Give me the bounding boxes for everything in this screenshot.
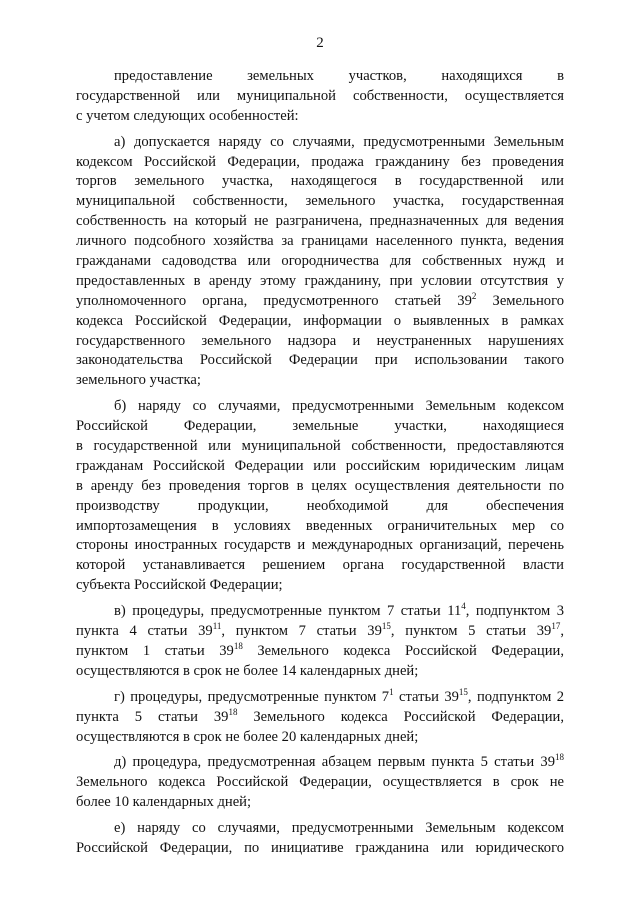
text-line: предоставление земельных участков, находящихся в xyxy=(114,68,564,84)
paragraph xyxy=(76,602,564,682)
superscript: 18 xyxy=(555,752,564,763)
superscript: 17 xyxy=(551,621,561,632)
text-line: осуществляются в срок не более 14 календарных дней; xyxy=(76,662,419,679)
text-line: субъекта Российской Федерации; xyxy=(76,577,283,594)
superscript: 11 xyxy=(212,621,222,632)
text-line: кодекса Российской Федерации, информации о выявленных в рамках xyxy=(76,312,564,329)
text-line: которой устанавливается решением органа государственной власти xyxy=(76,557,564,574)
paragraph xyxy=(76,753,564,813)
text-line: государственной или муниципальной собственности, осуществляется xyxy=(76,87,564,104)
text-line: гражданам Российской Федерации или российским юридическим лицам xyxy=(76,457,564,474)
text-line: с учетом следующих особенностей: xyxy=(76,107,299,124)
text-line: в аренду без проведения торгов в целях осуществления деятельности по xyxy=(76,477,564,494)
superscript: 2 xyxy=(471,290,477,301)
text-line: земельного участка; xyxy=(76,372,201,389)
text-line: Российской Федерации, по инициативе гражданина или юридического xyxy=(76,839,564,856)
text-line: пунктом 1 статьи $39^{18}$ Земельного кодекса Российской Федерации, xyxy=(76,640,564,659)
superscript: 15 xyxy=(458,686,468,697)
text-line: б) наряду со случаями, предусмотренными Земельным кодексом xyxy=(114,398,564,415)
superscript: 18 xyxy=(233,640,243,651)
text-line: пункта 4 статьи $39^{11}$, пунктом 7 статьи $39^{15}$, пунктом 5 статьи $39^{17}$, xyxy=(76,621,564,640)
page-number: 2 xyxy=(316,35,324,51)
text-line: стороны иностранных государств и международных организаций, перечень xyxy=(76,537,564,554)
text-line: кодексом Российской Федерации, продажа гражданину без проведения xyxy=(76,153,564,170)
text-line: а) допускается наряду со случаями, предусмотренными Земельным xyxy=(114,133,564,150)
text-line: в) процедуры, предусмотренные пунктом 7 статьи $11^4$, подпунктом 3 xyxy=(114,601,565,620)
text-line: муниципальной собственности, земельного участка, государственная xyxy=(76,193,564,210)
superscript: 1 xyxy=(389,686,394,697)
text-line: г) процедуры, предусмотренные пунктом $7^1$ статьи $39^{15}$, подпунктом 2 xyxy=(114,686,565,705)
text-line: собственность на который не разграничена, предназначенных для ведения xyxy=(76,213,564,230)
paragraph xyxy=(76,133,564,392)
text-line: производству продукции, необходимой для обеспечения xyxy=(76,497,564,514)
superscript: 15 xyxy=(381,621,391,632)
text-line: предоставленных в аренду этому гражданину, при условии отсутствия у xyxy=(76,272,564,289)
text-line: д) процедура, предусмотренная абзацем первым пункта 5 статьи $39^{18}$ xyxy=(114,752,564,771)
text-line: личного подсобного хозяйства за границами населенного пункта, ведения xyxy=(76,233,564,250)
document-body xyxy=(76,67,564,865)
paragraph xyxy=(76,67,564,127)
text-line: пункта 5 статьи $39^{18}$ Земельного кодекса Российской Федерации, xyxy=(76,706,564,725)
superscript: 4 xyxy=(461,601,466,612)
paragraph xyxy=(76,397,564,596)
paragraph xyxy=(76,819,564,859)
text-line: импортозамещения в условиях введенных ограничительных мер со xyxy=(76,517,564,534)
text-line: более 10 календарных дней; xyxy=(76,794,252,811)
text-line: гражданами садоводства или огородничества для собственных нужд и xyxy=(76,253,564,270)
text-line: осуществляются в срок не более 20 календарных дней; xyxy=(76,728,419,745)
text-line: государственного земельного надзора и неустраненных нарушениях xyxy=(76,332,564,349)
text-line: Земельного кодекса Российской Федерации, осуществляется в срок не xyxy=(76,774,564,791)
text-line: е) наряду со случаями, предусмотренными Земельным кодексом xyxy=(114,820,564,837)
text-line: торгов земельного участка, находящегося в государственной или xyxy=(76,173,564,190)
text-line: в государственной или муниципальной собственности, предоставляются xyxy=(76,438,564,455)
text-line: уполномоченного органа, предусмотренного статьей $39^2$ Земельного xyxy=(76,290,564,309)
paragraph xyxy=(76,688,564,748)
text-line: Российской Федерации, земельные участки, находящиеся xyxy=(76,418,564,435)
text-line: законодательства Российской Федерации при использовании такого xyxy=(76,352,564,369)
superscript: 18 xyxy=(228,706,238,717)
